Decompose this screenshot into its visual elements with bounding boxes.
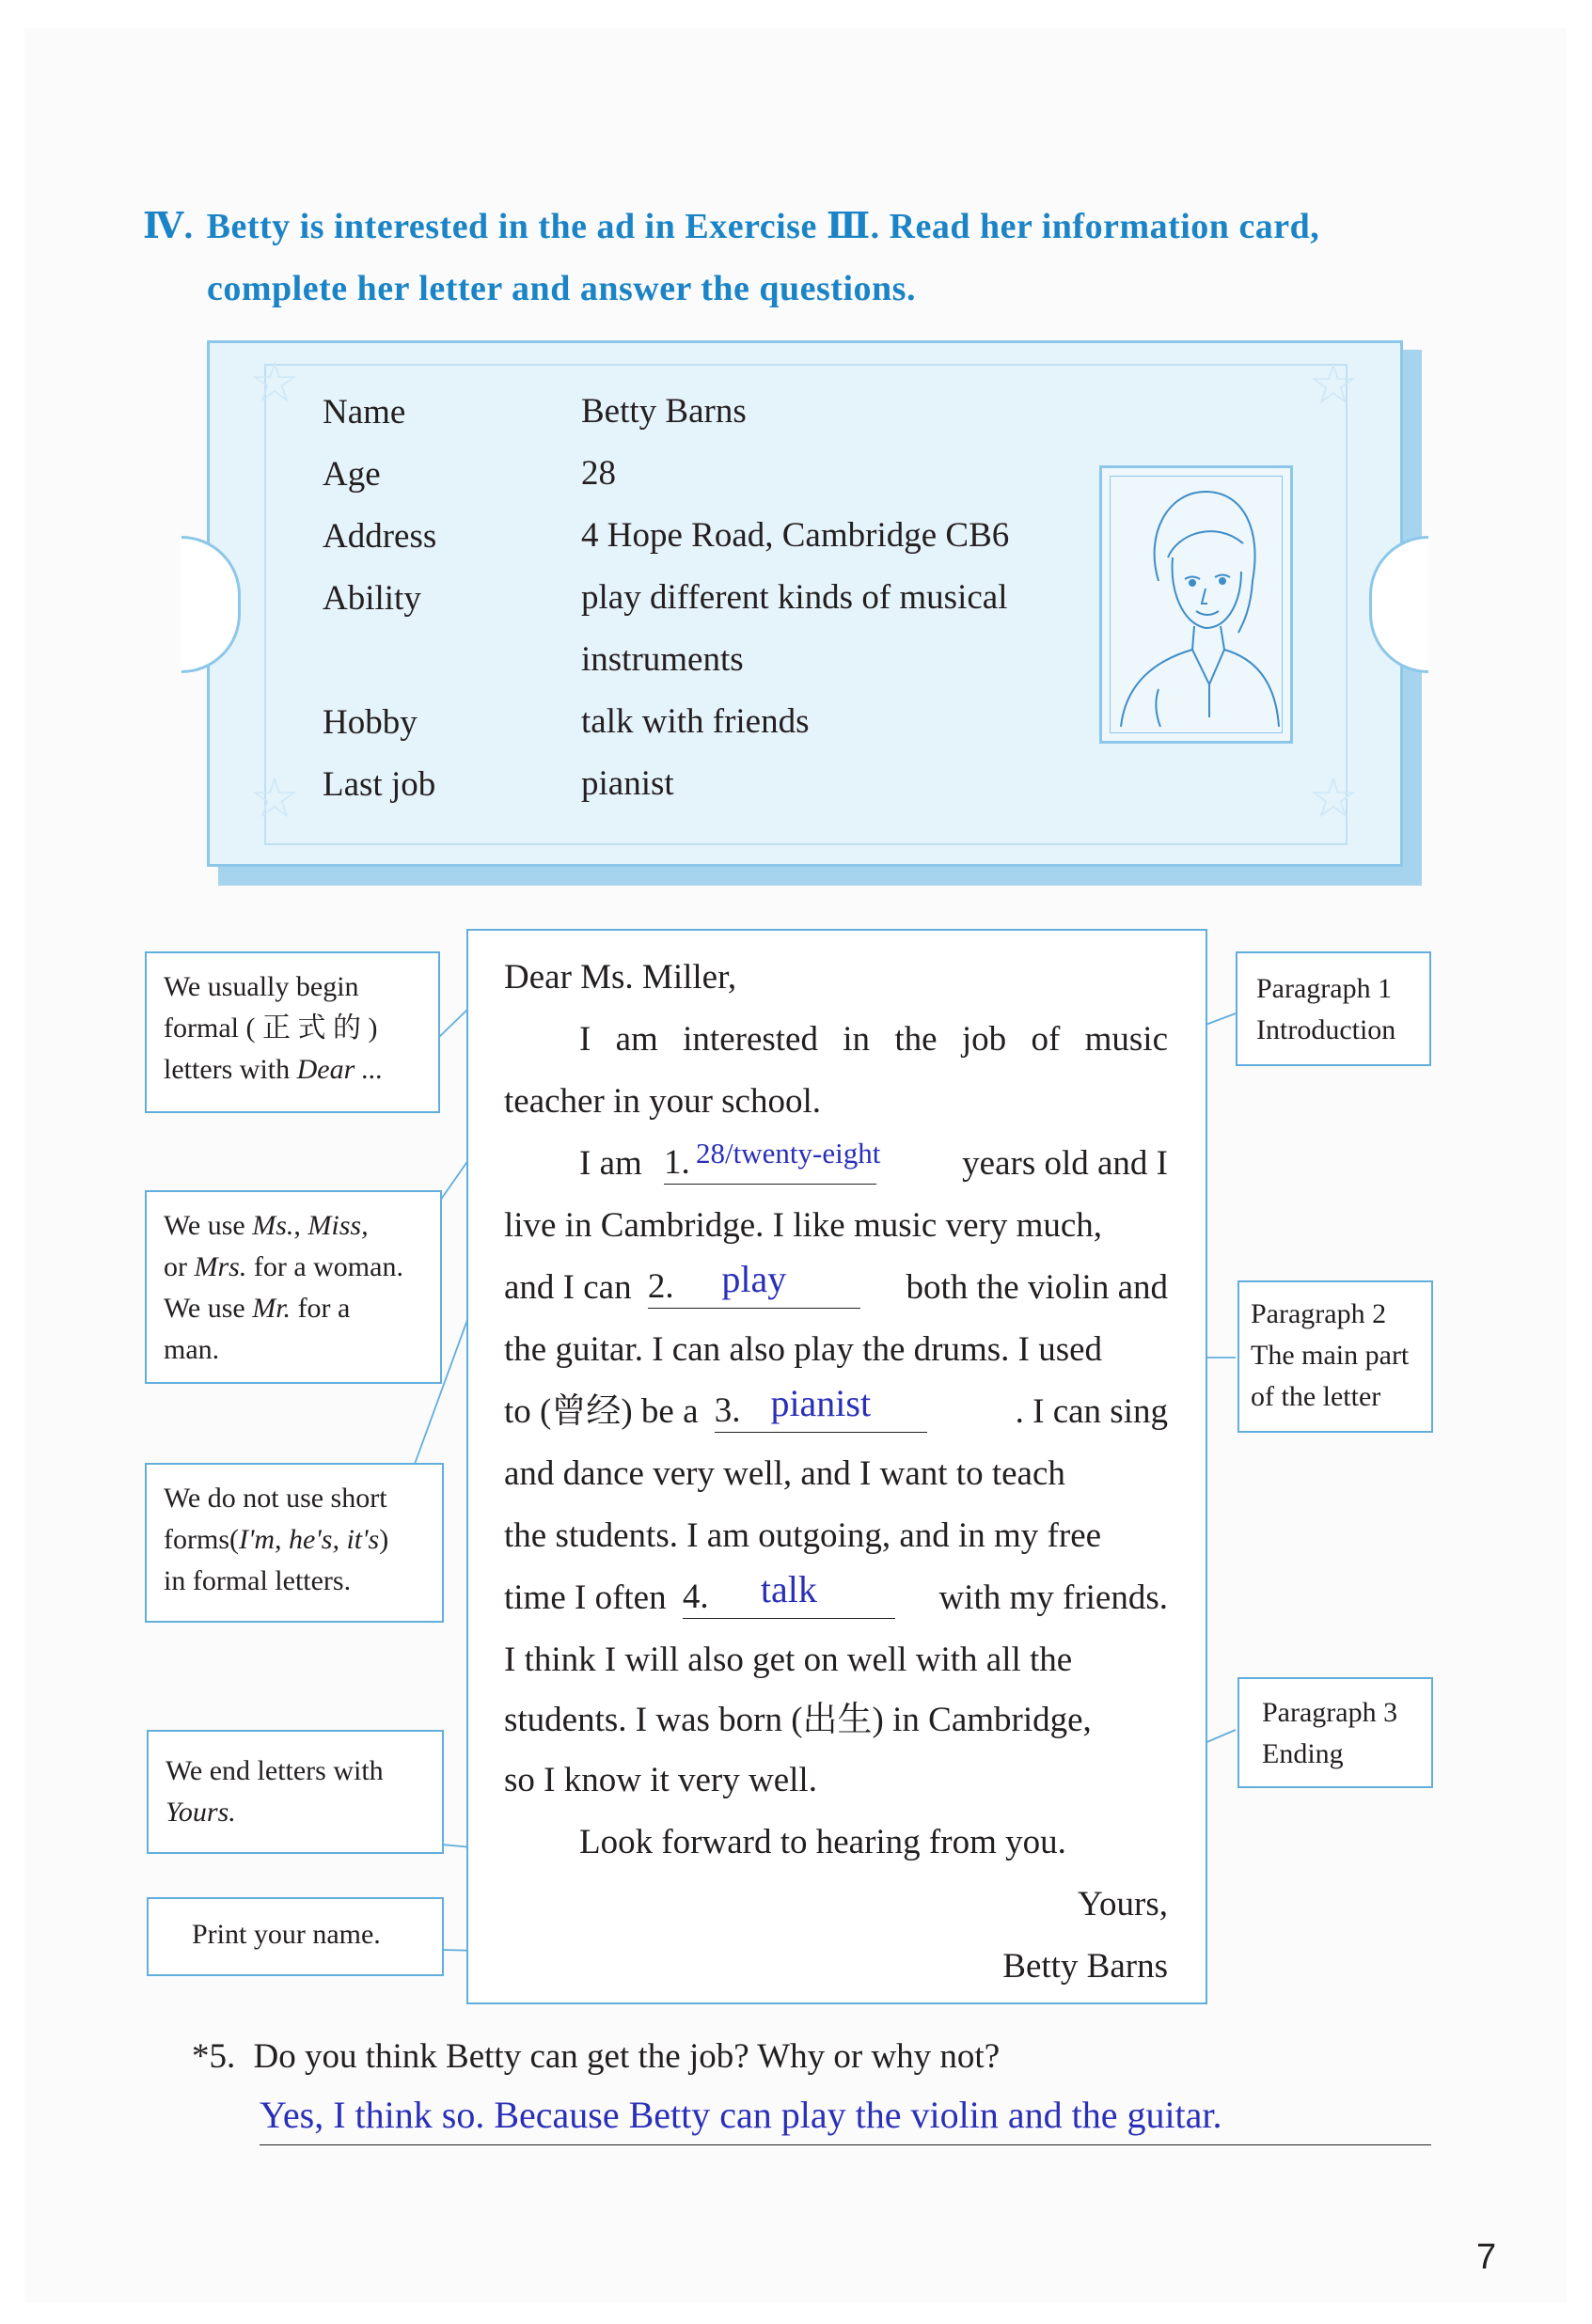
letter-text: to (曾经) be a [504,1392,699,1431]
note-dear-text: letters with [164,1054,297,1085]
letter-text: I am [579,1144,642,1183]
page-number: 7 [1476,2238,1497,2277]
note-dear [145,951,440,1113]
letter-line-6: the guitar. I can also play the drums. I used [504,1330,1103,1369]
answer-blank-2[interactable] [647,1258,860,1309]
note-dear-italic: Dear ... [296,1054,384,1085]
instruction-line-1: Betty is interested in the ad in Exercise Ⅲ. Read her information card, [206,207,1320,246]
blank-number-1: 1. [664,1143,690,1182]
info-label-address: Address [323,517,437,556]
note-titles-miss: Miss, [307,1210,369,1241]
letter-text: both the violin and [906,1268,1168,1307]
question-5-number: *5. [192,2037,236,2076]
letter-text: and I can [504,1268,632,1307]
letter-salutation: Dear Ms. Miller, [504,958,737,997]
letter-line-10 [504,1568,1168,1619]
letter-line-5 [504,1258,1168,1309]
note-titles-text: or [164,1251,195,1282]
note-short-forms-text: forms( [164,1524,239,1555]
note-short-forms-text: ) [379,1524,389,1555]
note-dear-line-2: formal ( 正 式 的 ) [164,1013,378,1044]
exercise-number: Ⅳ. [143,207,194,246]
note-short-forms-line-3: in formal letters. [164,1565,352,1596]
note-paragraph-2 [1237,1280,1433,1433]
letter-line-13: so I know it very well. [504,1761,817,1799]
note-ending-line-2 [166,1792,425,1833]
note-print-name-text: Print your name. [192,1919,381,1950]
letter-text: years old and I [962,1144,1168,1183]
info-value-address: 4 Hope Road, Cambridge CB6 [581,516,1010,555]
blank-number-3: 3. [714,1391,741,1430]
letter-closing-line: Look forward to hearing from you. [579,1823,1066,1861]
note-paragraph-1 [1236,951,1431,1066]
info-label-name: Name [323,393,406,432]
letter-line-2: teacher in your school. [504,1082,821,1121]
note-titles-text: for a woman. [246,1251,403,1282]
note-p2-line-2: The main part [1251,1340,1410,1371]
letter-line-11: I think I will also get on well with all the [504,1641,1073,1679]
star-icon: ☆ [1308,352,1359,417]
note-titles-mr: Mr. [252,1293,292,1324]
note-titles-line-3 [164,1288,423,1329]
letter-line-9: the students. I am outgoing, and in my free [504,1516,1102,1555]
answer-4: talk [760,1568,817,1610]
question-5-text: Do you think Betty can get the job? Why or why not? [253,2037,1001,2076]
info-label-hobby: Hobby [323,703,418,742]
note-ending [147,1730,444,1854]
note-p2-line-1: Paragraph 2 [1251,1298,1387,1329]
note-p1-line-1: Paragraph 1 [1256,973,1393,1004]
note-short-forms-line-1: We do not use short [164,1483,387,1514]
note-titles-sep: , [293,1210,308,1241]
info-value-hobby: talk with friends [581,702,810,741]
answer-1: 28/twenty-eight [696,1137,881,1170]
question-5-answer[interactable]: Yes, I think so. Because Betty can play the violin and the guitar. [260,2093,1431,2145]
letter-line-12: students. I was born (出生) in Cambridge, [504,1701,1092,1739]
letter-line-1 [579,1019,1168,1060]
note-paragraph-3 [1237,1677,1433,1788]
info-value-last-job: pianist [581,764,674,803]
note-titles-line-1 [164,1205,423,1247]
letter-line-4: live in Cambridge. I like music very much, [504,1206,1103,1245]
note-titles-line-4: man. [164,1334,220,1365]
note-p3-line-1: Paragraph 3 [1262,1697,1398,1728]
info-value-name: Betty Barns [581,392,747,431]
letter-sign-off: Yours, [1078,1885,1168,1924]
note-titles-ms: Ms. [252,1210,294,1241]
answer-blank-4[interactable] [682,1568,895,1619]
letter-line-3 [579,1137,1168,1185]
note-p3-line-2: Ending [1262,1738,1344,1769]
note-p2-line-3: of the letter [1251,1381,1381,1412]
answer-blank-3[interactable] [714,1382,927,1433]
letter-text: with my friends. [938,1578,1168,1617]
note-dear-line-1: We usually begin [164,971,359,1002]
question-5 [192,2036,1000,2077]
info-label-last-job: Last job [323,765,436,804]
answer-3: pianist [770,1382,872,1424]
letter-text: . I can sing [1015,1392,1168,1431]
info-label-ability: Ability [323,579,421,618]
info-value-age: 28 [581,454,616,493]
answer-blank-1[interactable] [664,1137,881,1185]
answer-2: play [721,1258,787,1300]
note-titles [145,1190,442,1384]
letter-signature: Betty Barns [1002,1947,1168,1986]
note-ending-line-1: We end letters with [166,1755,384,1786]
letter-line-7 [504,1382,1168,1433]
instruction-line-2: complete her letter and answer the questions. [207,269,916,308]
letter-text: time I often [504,1578,667,1617]
note-print-name [147,1897,444,1976]
note-titles-mrs: Mrs. [194,1251,247,1282]
info-label-age: Age [323,455,381,494]
note-p1-line-2: Introduction [1256,1014,1396,1045]
note-short-forms [145,1463,444,1623]
star-icon: ☆ [249,765,300,831]
note-ending-yours: Yours. [166,1797,236,1828]
star-icon: ☆ [249,350,300,416]
blank-number-4: 4. [682,1578,709,1616]
letter-line-1-text: I am interested in the job of music [579,1020,1168,1059]
star-icon: ☆ [1308,765,1359,831]
info-value-ability: play different kinds of musical instruments [581,578,1008,679]
note-titles-text: We use [164,1210,253,1241]
note-titles-line-2 [164,1247,423,1288]
letter-line-8: and dance very well, and I want to teach [504,1454,1065,1493]
note-titles-text: We use [164,1293,253,1324]
note-dear-line-3 [164,1049,421,1091]
note-short-forms-italic: I'm, he's, it's [238,1524,380,1555]
note-titles-text: for a [291,1293,351,1324]
blank-number-2: 2. [647,1267,674,1306]
note-short-forms-line-2 [164,1519,425,1561]
